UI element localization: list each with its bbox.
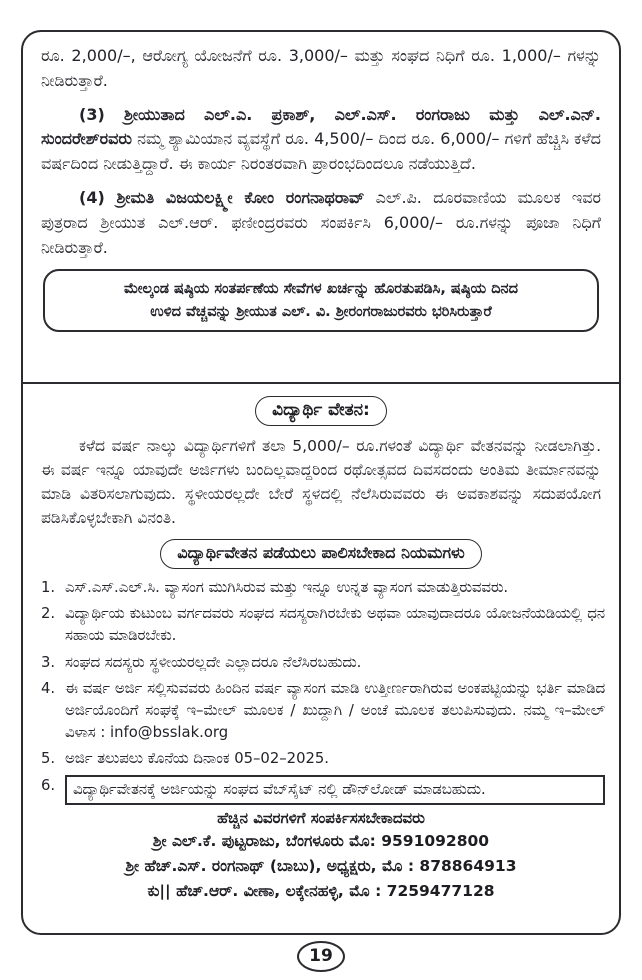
donor-names-3: (3) ಶ್ರೀಯುತಾದ ಎಲ್.ಎ. ಪ್ರಕಾಶ್, ಎಲ್.ಎಸ್. ರಂಗರಾಜು ಮತ್ತು ಎಲ್.ಎನ್. ಸುಂದರೇಶ್‌ರವರು	[41, 104, 601, 149]
rule-text: ವಿದ್ಯಾರ್ಥಿಯ ಕುಟುಂಬ ವರ್ಗದವರು ಸಂಘದ ಸದಸ್ಯರಾಗಿರಬೇಕು ಅಥವಾ ಯಾವುದಾದರೂ ಯೋಜನೆಯಡಿಯಲ್ಲಿ ಧನ ಸಹಾಯ ಮಾಡಿರಬೇಕು.	[65, 605, 605, 645]
rule-item-2	[37, 603, 605, 647]
rule-number: 5.	[41, 750, 56, 768]
contact-line-3: ಕು|| ಹೆಚ್.ಆರ್. ವೀಣಾ, ಲಕ್ಕೇನಹಳ್ಳಿ, ಮೊ : 7259477128	[147, 881, 495, 900]
rules-list	[37, 577, 605, 805]
sponsor-note-box	[43, 269, 599, 332]
rule-text: ಸಂಘದ ಸದಸ್ಯರು ಸ್ಥಳೀಯರಲ್ಲದೇ ಎಲ್ಲಾದರೂ ನೆಲೆಸಿರಬಹುದು.	[65, 653, 362, 671]
rule-item-3	[37, 652, 605, 674]
donation-detail-4: ಎಲ್.ಪಿ. ದೂರವಾಣಿಯ ಮೂಲಕ ಇವರ ಪುತ್ರರಾದ ಶ್ರೀಯುತ ಎಲ್.ಆರ್. ಫಣೀಂದ್ರರವರು ಸಂಪರ್ಕಿಸಿ 6,000/– ರೂ.ಗಳನ್ನು ಪೂಜಾ ನಿಧಿಗೆ ನೀಡಿರುತ್ತಾರೆ.	[41, 187, 601, 257]
rule-number: 6.	[41, 776, 56, 794]
donor-names-4: (4) ಶ್ರೀಮತಿ ವಿಜಯಲಕ್ಷ್ಮೀ ಕೋಂ ರಂಗನಾಥರಾವ್	[79, 187, 365, 207]
donation-intro-paragraph	[41, 44, 601, 94]
donations-section	[23, 32, 619, 384]
scholarship-paragraph	[37, 434, 605, 530]
scholarship-section	[23, 384, 619, 915]
scholarship-paragraph-text: ಕಳೆದ ವರ್ಷ ನಾಲ್ಕು ವಿದ್ಯಾರ್ಥಿಗಳಿಗೆ ತಲಾ 5,000/– ರೂ.ಗಳಂತೆ ವಿದ್ಯಾರ್ಥಿ ವೇತನವನ್ನು ನೀಡಲಾಗಿತ್ತು. ಈ ವರ್ಷ ಇನ್ನೂ ಯಾವುದೇ ಅರ್ಜಿಗಳು ಬಂದಿಲ್ಲವಾದ್ದರಿಂದ ರಥೋತ್ಸವದ ದಿವಸದಂದು ಅಂತಿಮ ತೀರ್ಮಾನವನ್ನು ಮಾಡಿ ವಿತರಿಸಲಾಗುವುದು. ಸ್ಥಳೀಯರಲ್ಲದೇ ಬೇರೆ ಸ್ಥಳದಲ್ಲಿ ನೆಲೆಸಿರುವವರು ಈ ಅವಕಾಶವನ್ನು ಸದುಪಯೋಗ ಪಡಿಸಿಕೊಳ್ಳಬೇಕಾಗಿ ವಿನಂತಿ.	[41, 437, 601, 528]
page-number: 19	[297, 941, 345, 972]
contact-heading: ಹೆಚ್ಚಿನ ವಿವರಗಳಿಗೆ ಸಂಪರ್ಕಿಸಸಬೇಕಾದವರು	[217, 808, 425, 827]
rule-number: 2.	[41, 605, 56, 623]
donation-paragraph-4	[41, 186, 601, 260]
rule-number: 4.	[41, 679, 56, 697]
rule-text: ಅರ್ಜಿ ತಲುಪಲು ಕೊನೆಯ ದಿನಾಂಕ 05–02–2025.	[65, 750, 330, 768]
donation-paragraph-3	[41, 103, 601, 177]
scholarship-heading-wrap	[37, 396, 605, 426]
contact-line-1: ಶ್ರೀ ಎಲ್.ಕೆ. ಪುಟ್ಟರಾಜು, ಬೆಂಗಳೂರು ಮೊ: 9591092800	[152, 831, 490, 850]
rule-item-1	[37, 577, 605, 599]
rule-item-6	[37, 775, 605, 805]
rule-number: 1.	[41, 579, 56, 597]
scholarship-heading: ವಿದ್ಯಾರ್ಥಿ ವೇತನ:	[255, 396, 387, 426]
contact-line-2: ಶ್ರೀ ಹೆಚ್.ಎಸ್. ರಂಗನಾಥ್ (ಬಾಬು), ಅಧ್ಯಕ್ಷರು, ಮೊ : 878864913	[125, 856, 517, 875]
donation-detail-3: ನಮ್ಮ ಶ್ಯಾಮಿಯಾನ ವ್ಯವಸ್ಥೆಗೆ ರೂ. 4,500/– ದಿಂದ ರೂ. 6,000/– ಗಳಿಗೆ ಹೆಚ್ಚಿಸಿ ಕಳೆದ ವರ್ಷದಿಂದ ನೀಡುತ್ತಿದ್ದಾರೆ. ಈ ಕಾರ್ಯ ನಿರಂತರವಾಗಿ ಪ್ರಾರಂಭದಿಂದಲೂ ನಡೆಯುತ್ತಿದೆ.	[41, 129, 601, 174]
rule-item-5	[37, 748, 605, 770]
rule-text: ಈ ವರ್ಷ ಅರ್ಜಿ ಸಲ್ಲಿಸುವವರು ಹಿಂದಿನ ವರ್ಷ ವ್ಯಾಸಂಗ ಮಾಡಿ ಉತ್ತೀರ್ಣರಾಗಿರುವ ಅಂಕಪಟ್ಟಿಯನ್ನು ಭರ್ತಿ ಮಾಡಿದ ಅರ್ಜಿಯೊಂದಿಗೆ ಸಂಘಕ್ಕೆ ಇ–ಮೇಲ್ ಮೂಲಕ / ಖುದ್ದಾಗಿ / ಅಂಚೆ ಮೂಲಕ ತಲುಪಿಸುವುದು. ನಮ್ಮ ಇ–ಮೇಲ್ ವಿಳಾಸ : info@bsslak.org	[65, 679, 605, 742]
rules-heading-wrap	[37, 539, 605, 569]
document-page-frame	[21, 30, 621, 935]
rule-text-highlighted: ವಿದ್ಯಾರ್ಥಿವೇತನಕ್ಕೆ ಅರ್ಜಿಯನ್ನು ಸಂಘದ ವೆಬ್‌ಸೈಟ್ ನಲ್ಲಿ ಡೌನ್‌ಲೋಡ್ ಮಾಡಬಹುದು.	[65, 775, 605, 805]
donation-intro-text: ರೂ. 2,000/–, ಆರೋಗ್ಯ ಯೋಜನೆಗೆ ರೂ. 3,000/– ಮತ್ತು ಸಂಘದ ನಿಧಿಗೆ ರೂ. 1,000/– ಗಳನ್ನು ನೀಡಿರುತ್ತಾರೆ.	[41, 46, 601, 90]
sponsor-note-line1: ಮೇಲ್ಕಂಡ ಷಷ್ಠಿಯ ಸಂತರ್ಪಣೆಯ ಸೇವೆಗಳ ಖರ್ಚನ್ನು ಹೊರತುಪಡಿಸಿ, ಷಷ್ಠಿಯ ದಿನದ	[124, 281, 518, 298]
contact-block	[37, 809, 605, 901]
page-number-wrap	[0, 941, 642, 972]
sponsor-note-line2: ಉಳಿದ ವೆಚ್ಚವನ್ನು ಶ್ರೀಯುತ ಎಲ್. ವಿ. ಶ್ರೀರಂಗರಾಜುರವರು ಭರಿಸಿರುತ್ತಾರೆ	[150, 303, 492, 320]
rules-heading: ವಿದ್ಯಾರ್ಥಿವೇತನ ಪಡೆಯಲು ಪಾಲಿಸಬೇಕಾದ ನಿಯಮಗಳು	[160, 539, 482, 569]
rule-number: 3.	[41, 653, 56, 671]
rule-item-4	[37, 678, 605, 745]
rule-text: ಎಸ್.ಎಸ್.ಎಲ್.ಸಿ. ವ್ಯಾಸಂಗ ಮುಗಿಸಿರುವ ಮತ್ತು ಇನ್ನೂ ಉನ್ನತ ವ್ಯಾಸಂಗ ಮಾಡುತ್ತಿರುವವರು.	[65, 579, 509, 597]
